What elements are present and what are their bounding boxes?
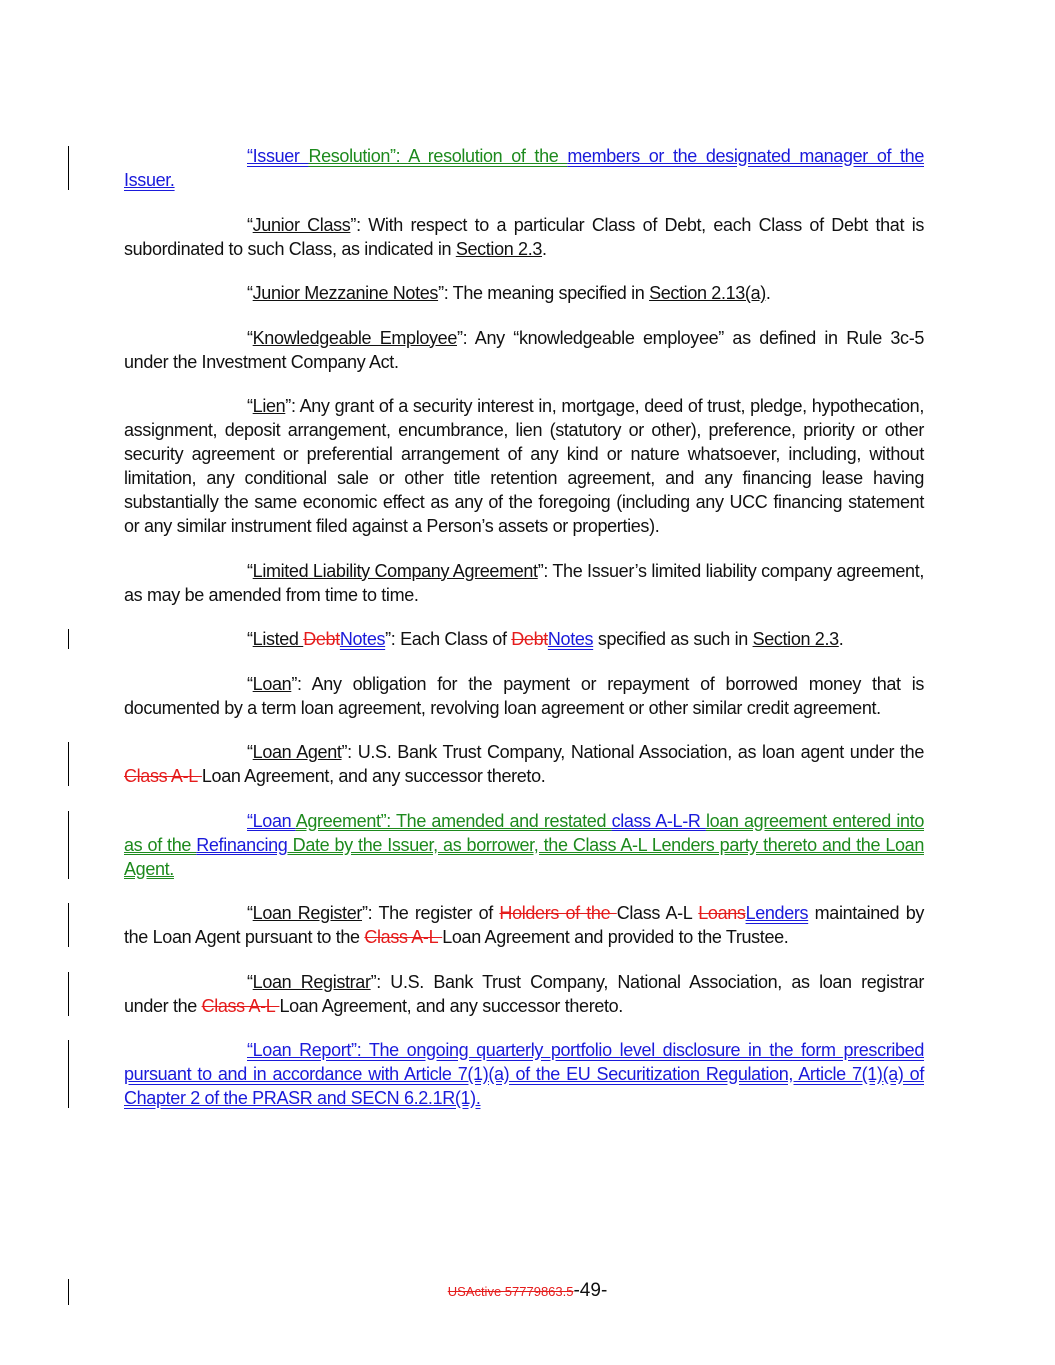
deleted-text: Class A-L [201, 995, 280, 1016]
definition-paragraph [124, 672, 924, 720]
text-run: “ [247, 742, 253, 762]
defined-term: Section 2.3 [455, 238, 543, 259]
text-run: . [542, 238, 547, 259]
inserted-text: Notes [547, 629, 594, 649]
deleted-text: Debt [511, 629, 548, 649]
moved-text: Date by the Issuer, as borrower, the Class A-L Lenders party thereto and the Loan Agent. [124, 834, 924, 879]
definition-paragraph [124, 970, 924, 1018]
definition-paragraph [124, 740, 924, 788]
text-run: “ [247, 971, 253, 992]
definition-paragraph [124, 627, 924, 651]
definition-paragraph [124, 901, 924, 949]
defined-term: Junior Mezzanine Notes [252, 283, 439, 303]
definition-paragraph [124, 559, 924, 607]
text-run: ”: The meaning specified in [438, 283, 650, 303]
defined-term: Knowledgeable Employee [252, 327, 457, 348]
text-run: “ [247, 214, 253, 235]
text-run: “ [247, 629, 253, 649]
definition-paragraph [124, 144, 924, 192]
page-footer [0, 1280, 1055, 1302]
text-run: “ [247, 903, 253, 923]
text-run: ”: The register of [362, 903, 500, 923]
defined-term: Loan [252, 673, 292, 694]
document-body [124, 144, 924, 1131]
defined-term: Section 2.13(a) [649, 283, 766, 303]
text-run: “ [247, 283, 253, 303]
defined-term: Limited Liability Company Agreement [252, 560, 538, 581]
text-run: ”: Any “knowledgeable employee” as defined in Rule 3c-5 under the Investment Company Act. [124, 327, 924, 372]
text-run: ”: U.S. Bank Trust Company, National Association, as loan registrar under the [124, 971, 924, 1016]
text-run: . [765, 283, 771, 303]
definition-paragraph [124, 809, 924, 881]
defined-term: Loan Register [252, 903, 363, 923]
deleted-text: Class A-L [124, 766, 202, 786]
defined-term: Listed [252, 629, 304, 649]
footer-doc-id-deleted: USActive 57779863.5 [447, 1284, 574, 1299]
defined-term: Junior Class [252, 214, 351, 235]
text-run: . [838, 629, 844, 649]
inserted-text: “Loan Report”: The ongoing quarterly portfolio level disclosure in the form prescribed pursuant to and in accordance with Article 7(1)(a) of the EU Securitization Regulation, Article 7(1)(a) of Chapter 2 of the PRASR and SECN 6.2.1R(1). [124, 1040, 924, 1108]
inserted-text: Notes [339, 629, 386, 649]
deleted-text: Loans [698, 903, 746, 923]
text-run: ”: Any grant of a security interest in, mortgage, deed of trust, pledge, hypothecation, assignment, deposit arrangement, encumbrance, lien (statutory or other), preference, priority or other security agreement or preferential arrangement of any kind or nature whatsoever, including, without limitation, any conditional sale or other title retention agreement, and any financing lease having substantially the same economic effect as any of the foregoing (including any UCC financing statement or any similar instrument filed against a Person’s assets or properties). [124, 396, 924, 536]
deleted-text: Holders of the [499, 903, 617, 923]
moved-text: Agreement”: The amended and restated [295, 810, 612, 831]
defined-term: Section 2.3 [752, 629, 839, 649]
defined-term: Lien [252, 396, 286, 416]
moved-text: Resolution”: A resolution of the [308, 146, 568, 166]
page-number: -49- [573, 1280, 608, 1301]
text-run: “ [247, 396, 253, 416]
text-run: specified as such in [593, 629, 753, 649]
text-run: ”: The Issuer’s limited liability company agreement, as may be amended from time to time. [124, 560, 924, 605]
inserted-text: Refinancing [196, 834, 288, 855]
inserted-text: “Loan [247, 810, 296, 831]
inserted-text: Lenders [745, 903, 809, 923]
defined-term: Loan Registrar [252, 971, 371, 992]
inserted-text: “Issuer [247, 146, 309, 166]
text-run: ”: With respect to a particular Class of Debt, each Class of Debt that is subordinated to such Class, as indicated in [124, 214, 924, 259]
text-run: ”: Each Class of [385, 629, 512, 649]
text-run: “ [247, 560, 253, 581]
definition-paragraph [124, 326, 924, 374]
text-run: “ [247, 673, 253, 694]
text-run: “ [247, 327, 253, 348]
definition-paragraph [124, 1038, 924, 1110]
text-run: Loan Agreement and provided to the Trustee. [442, 927, 789, 947]
deleted-text: Class A-L [364, 927, 443, 947]
definition-paragraph [124, 213, 924, 261]
text-run: ”: Any obligation for the payment or repayment of borrowed money that is documented by a term loan agreement, revolving loan agreement or other similar credit agreement. [124, 673, 924, 718]
text-run: ”: U.S. Bank Trust Company, National Association, as loan agent under the [341, 742, 924, 762]
defined-term: Loan Agent [252, 742, 342, 762]
definition-paragraph [124, 394, 924, 538]
deleted-text: Debt [303, 629, 340, 649]
text-run: maintained by the Loan Agent pursuant to the [124, 903, 925, 947]
text-run: Loan Agreement, and any successor thereto. [201, 766, 546, 786]
inserted-text: class A-L-R [611, 810, 706, 831]
text-run: Class A-L [616, 903, 699, 923]
text-run: Loan Agreement, and any successor thereto. [279, 995, 623, 1016]
definition-paragraph [124, 281, 924, 305]
moved-text: loan agreement entered into as of the [124, 810, 925, 855]
inserted-text: members or the designated manager of the Issuer. [124, 146, 924, 190]
